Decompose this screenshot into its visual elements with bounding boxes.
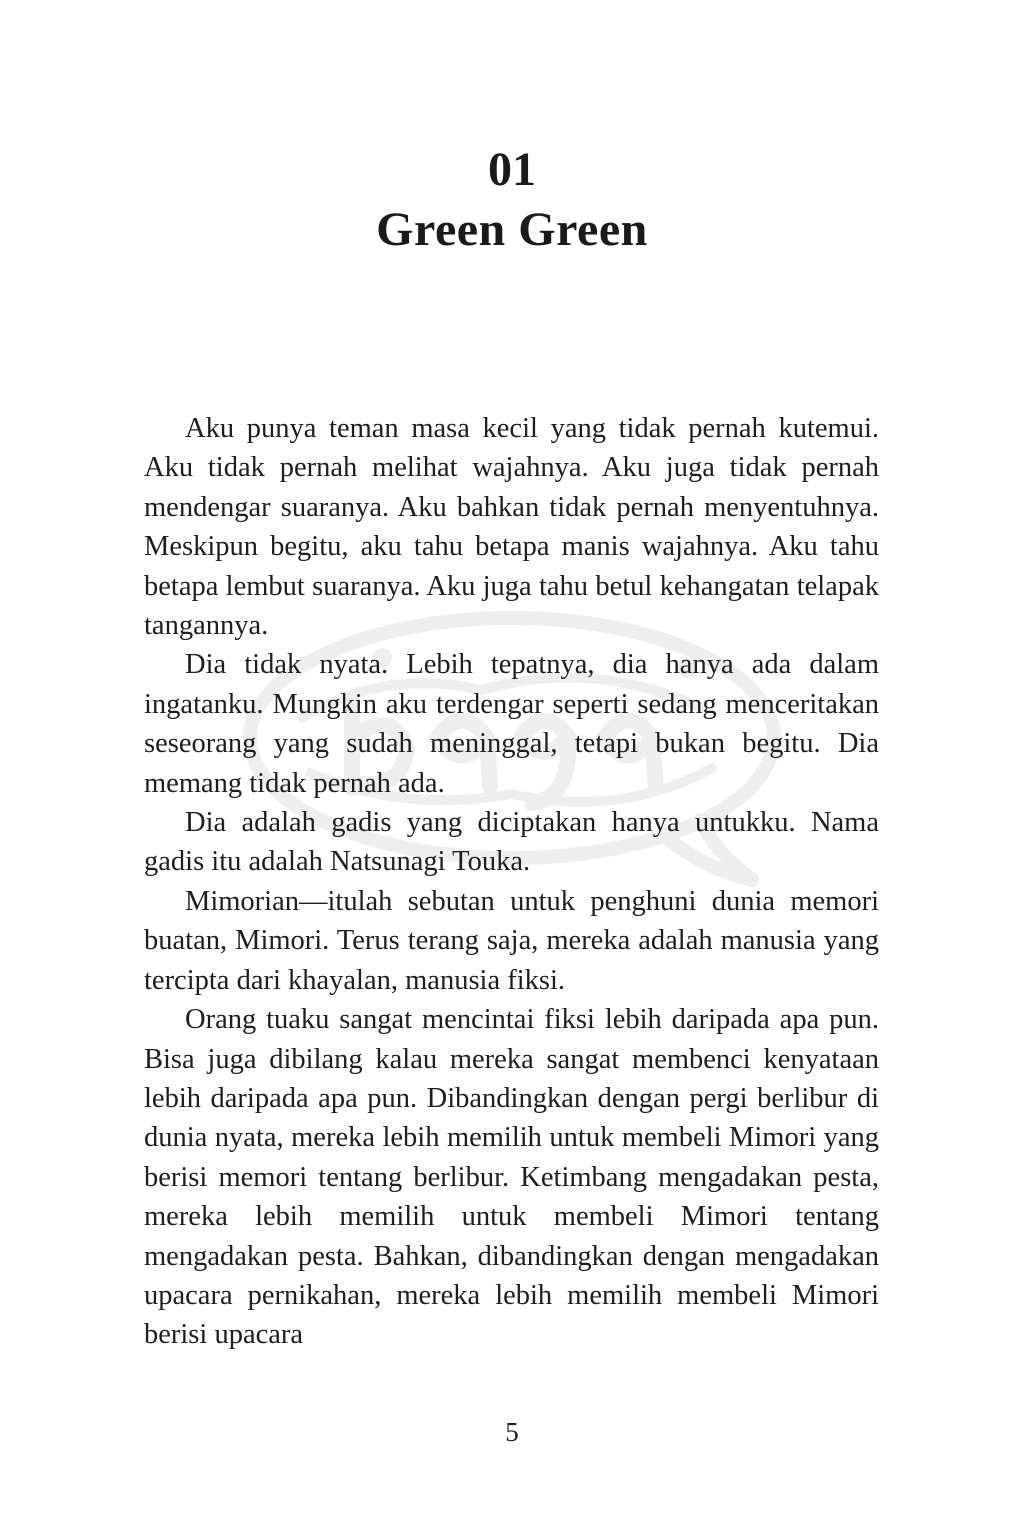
chapter-title: Green Green xyxy=(376,203,648,256)
paragraph: Orang tuaku sangat mencintai fiksi lebih daripada apa pun. Bisa juga dibilang kalau mereka sangat membenci kenyataan lebih daripada apa pun. Dibandingkan dengan pergi berlibur di dunia nyata, mereka lebih memilih untuk membeli Mimori yang berisi memori tentang berlibur. Ketimbang mengadakan pesta, mereka lebih memilih untuk membeli Mimori tentang mengadakan pesta. Bahkan, dibandingkan dengan mengadakan upacara pernikahan, mereka lebih memilih membeli Mimori berisi upacara xyxy=(144,1004,879,1351)
page-number: 5 xyxy=(505,1417,519,1447)
chapter-number: 01 xyxy=(488,143,536,196)
chapter-heading xyxy=(0,140,1024,260)
paragraph: Aku punya teman masa kecil yang tidak pernah kutemui. Aku tidak pernah melihat wajahnya. Aku juga tidak pernah mendengar suaranya. Aku bahkan tidak pernah menyentuhnya. Meskipun begitu, aku tahu betapa manis wajahnya. Aku tahu betapa lembut suaranya. Aku juga tahu betul kehangatan telapak tangannya. xyxy=(144,413,879,642)
paragraph: Dia tidak nyata. Lebih tepatnya, dia hanya ada dalam ingatanku. Mungkin aku terdengar seperti sedang menceritakan seseorang yang sudah meninggal, tetapi bukan begitu. Dia memang tidak pernah ada. xyxy=(144,649,879,799)
body-text xyxy=(144,409,879,1355)
paragraph: Mimorian—itulah sebutan untuk penghuni dunia memori buatan, Mimori. Terus terang saja, mereka adalah manusia yang tercipta dari khayalan, manusia fiksi. xyxy=(144,885,879,996)
paragraph: Dia adalah gadis yang diciptakan hanya untukku. Nama gadis itu adalah Natsunagi Touka. xyxy=(144,807,879,878)
